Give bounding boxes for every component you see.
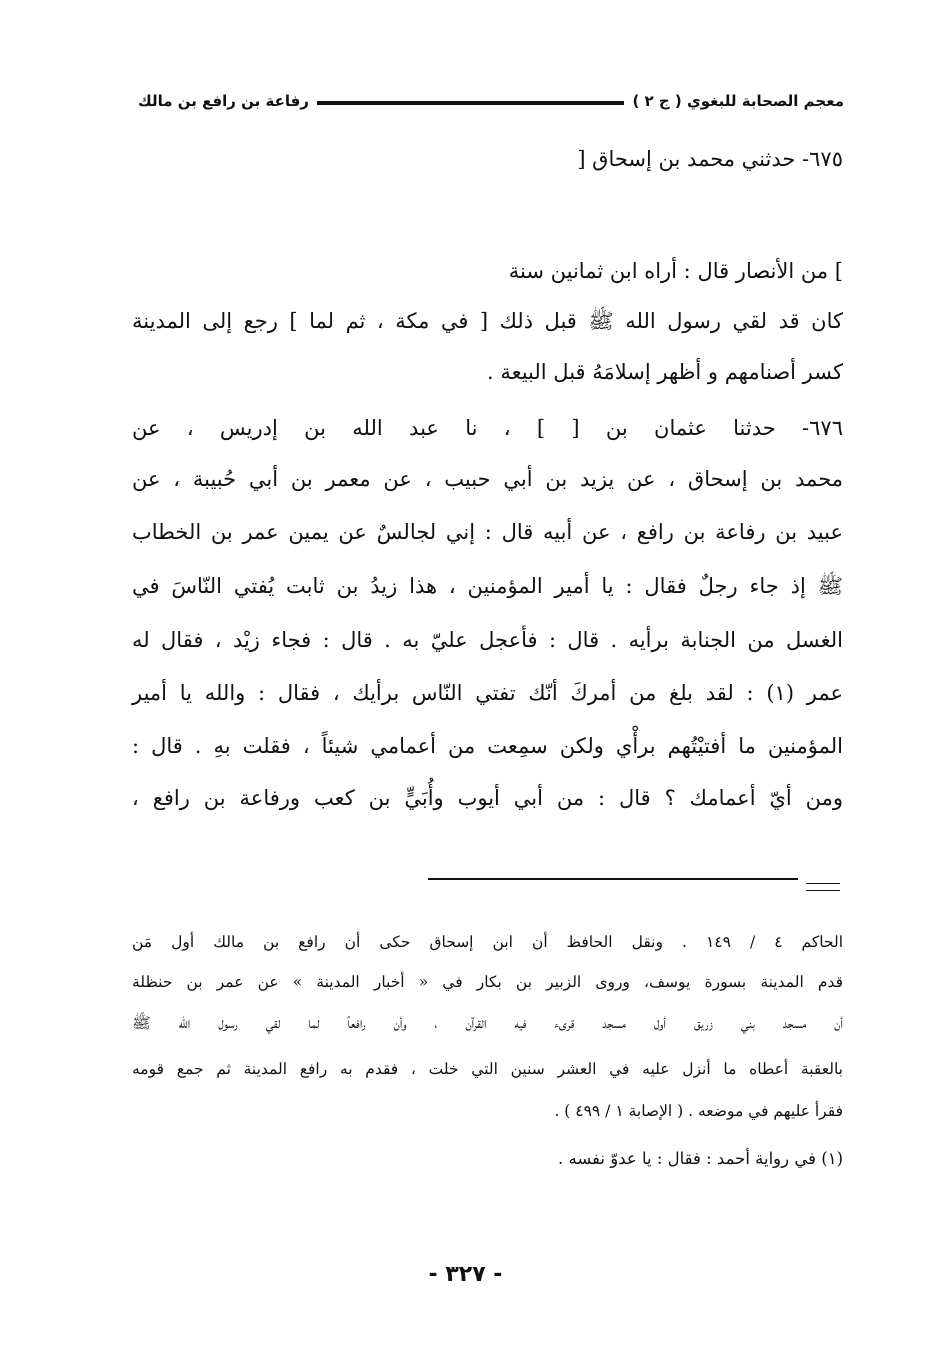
entry-676-line: عمر (١) : لقد بلغ من أمركَ أنّك تفتي النّاس برأيك ، فقال : والله يا أمير	[132, 681, 843, 705]
header-rule	[317, 101, 624, 105]
entry-676-line: ﷺ إذ جاء رجلٌ فقال : يا أمير المؤمنين ، هذا زيدُ بن ثابت يُفتي النّاسَ في	[132, 574, 843, 598]
entry-676-line: المؤمنين ما أفتيْتُهم برأْي ولكن سمِعت من أعمامي شيئاً ، فقلت بهِ . قال :	[132, 734, 843, 758]
page-number: - ٣٢٧ -	[428, 1262, 503, 1287]
running-header	[138, 86, 844, 116]
entry-676-line: محمد بن إسحاق ، عن يزيد بن أبي حبيب ، عن معمر بن أبي حُبيبة ، عن	[132, 467, 843, 491]
footnote-line: قدم المدينة بسورة يوسف، وروى الزبير بن بكار في « أخبار المدينة » عن عمر بن حنظلة	[132, 973, 843, 991]
footnote-mark	[806, 883, 840, 891]
footnote-separator	[428, 878, 798, 880]
entry-676-line: ومن أيّ أعمامك ؟ قال : من أبي أيوب وأُبَيٍّ بن كعب ورفاعة بن رافع ،	[132, 786, 843, 810]
entry-676-line: ٦٧٦- حدثنا عثمان بن [ ] ، نا عبد الله بن إدريس ، عن	[132, 416, 843, 440]
footnote-line: أن مسجد بني زريق أول مسجد قرىء فيه القرآن ، وأن رافعاً لما لقي رسول الله ﷺ	[132, 1014, 843, 1032]
entry-675-line: ] من الأنصار قال : أراه ابن ثمانين سنة	[508, 259, 843, 283]
entry-675-line: كسر أصنامهم و أظهر إسلامَهُ قبل البيعة .	[486, 360, 843, 384]
footnote-line: فقرأ عليهم في موضعه . ( الإصابة ١ / ٤٩٩ ) .	[554, 1102, 843, 1120]
footnote-line: الحاكم ٤ / ١٤٩ . ونقل الحافظ أن ابن إسحاق حكى أن رافع بن مالك أول مَن	[132, 933, 844, 951]
footnote-line: بالعقبة أعطاه ما أنزل عليه في العشر سنين التي خلت ، فقدم به رافع المدينة ثم جمع قومه	[132, 1060, 843, 1078]
entry-675-heading: ٦٧٥- حدثني محمد بن إسحاق [	[577, 147, 843, 171]
entry-subject: رفاعة بن رافع بن مالك	[138, 92, 309, 110]
entry-676-line: عبيد بن رفاعة بن رافع ، عن أبيه قال : إني لجالسٌ عن يمين عمر بن الخطاب	[132, 520, 843, 544]
footnote-1: (١) في رواية أحمد : فقال : يا عدوّ نفسه .	[558, 1149, 843, 1168]
entry-675-line: كان قد لقي رسول الله ﷺ قبل ذلك [ في مكة ، ثم لما ] رجع إلى المدينة	[132, 309, 843, 333]
book-title: معجم الصحابة للبغوي ( ج ٢ )	[632, 92, 844, 110]
entry-676-line: الغسل من الجنابة برأيه . قال : فأعجل عليّ به . قال : فجاء زيْد ، فقال له	[132, 628, 843, 652]
